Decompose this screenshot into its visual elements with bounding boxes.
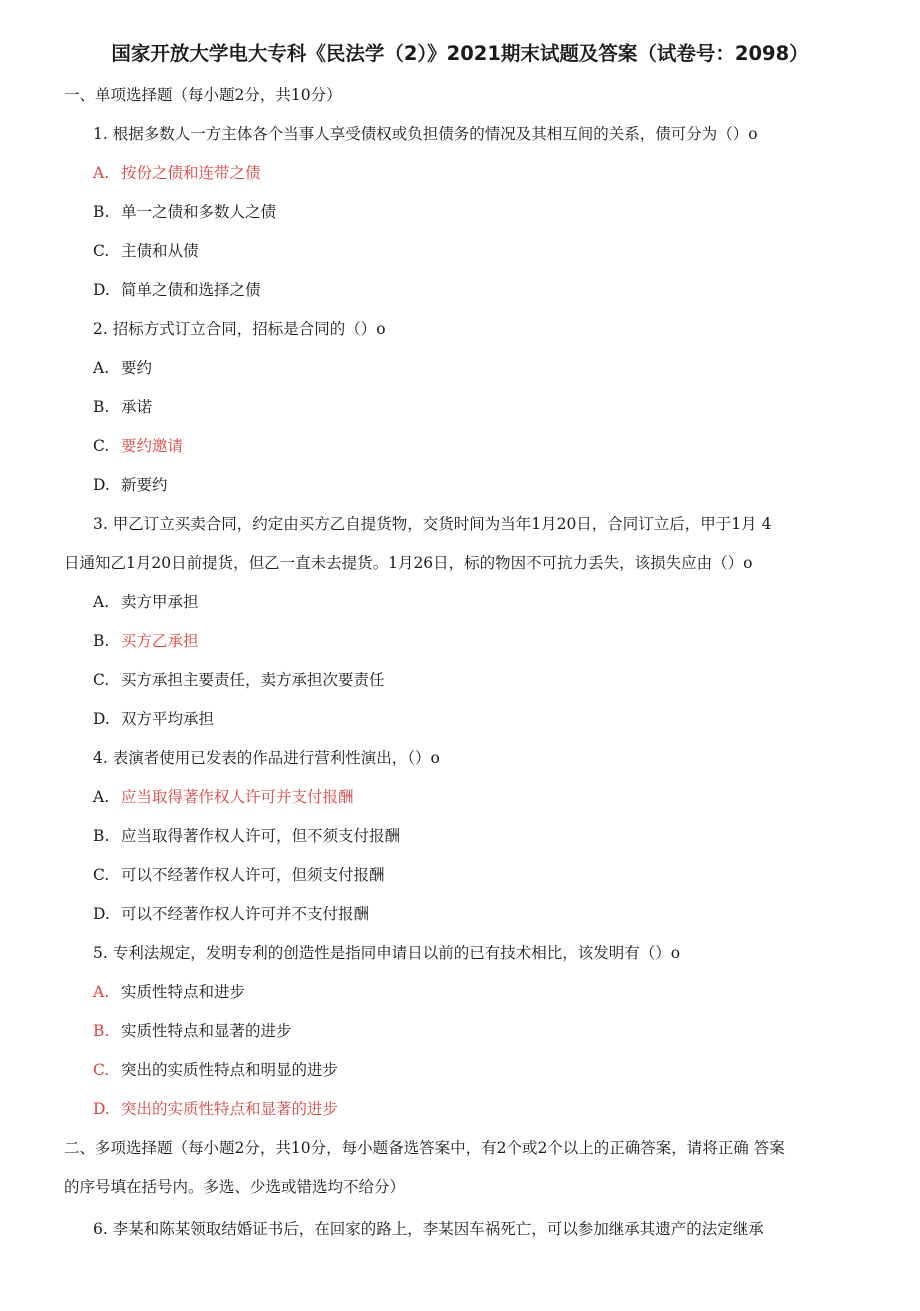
option-label: B. [93, 1022, 110, 1040]
question-6-stem: 6. 李某和陈某领取结婚证书后，在回家的路上，李某因车祸死亡，可以参加继承其遗产的法定继承 [93, 1220, 764, 1238]
option-text: 应当取得著作权人许可并支付报酬 [121, 788, 354, 806]
option-label: B. [93, 827, 110, 845]
option-text: 买方乙承担 [121, 632, 199, 650]
question-4-option-b [93, 826, 400, 846]
option-text: 主债和从债 [121, 242, 199, 260]
option-label: D. [93, 710, 110, 728]
option-text: 单一之债和多数人之债 [121, 203, 277, 221]
option-text: 实质性特点和显著的进步 [121, 1022, 292, 1040]
question-1-option-d [93, 280, 261, 300]
option-text: 突出的实质性特点和明显的进步 [121, 1061, 339, 1079]
page-title: 国家开放大学电大专科《民法学（2）》2021期末试题及答案（试卷号：2098） [111, 42, 809, 65]
option-label: B. [93, 632, 110, 650]
option-label: A. [93, 359, 110, 377]
question-5-option-c [93, 1060, 338, 1080]
section-2-heading-line-1: 二、多项选择题（每小题2分，共10分，每小题备选答案中，有2个或2个以上的正确答案，请将正确 答案 [64, 1139, 785, 1157]
option-label: A. [93, 164, 110, 182]
section-2-heading-line-2: 的序号填在括号内。多选、少选或错选均不给分） [64, 1178, 406, 1196]
question-3-option-d [93, 709, 214, 729]
question-1-option-c [93, 241, 199, 261]
question-3-option-c [93, 670, 385, 690]
question-5-option-b [93, 1021, 292, 1041]
question-4-option-a [93, 787, 354, 807]
question-4-stem: 4. 表演者使用已发表的作品进行营利性演出，（）o [93, 749, 440, 767]
option-text: 买方承担主要责任，卖方承担次要责任 [121, 671, 385, 689]
section-1-heading: 一、单项选择题（每小题2分，共10分） [64, 86, 342, 104]
option-text: 要约 [121, 359, 153, 377]
option-text: 可以不经著作权人许可并不支付报酬 [121, 905, 370, 923]
option-label: A. [93, 593, 110, 611]
option-label: D. [93, 1100, 110, 1118]
question-1-option-a [93, 163, 261, 183]
option-label: B. [93, 203, 110, 221]
question-5-stem: 5. 专利法规定，发明专利的创造性是指同申请日以前的已有技术相比，该发明有（）o [93, 944, 681, 962]
option-text: 双方平均承担 [121, 710, 215, 728]
option-label: D. [93, 905, 110, 923]
option-text: 按份之债和连带之债 [121, 164, 261, 182]
option-label: C. [93, 242, 110, 260]
option-text: 应当取得著作权人许可，但不须支付报酬 [121, 827, 401, 845]
option-text: 卖方甲承担 [121, 593, 199, 611]
option-label: C. [93, 866, 110, 884]
question-4-option-d [93, 904, 369, 924]
question-3-stem-line-2: 日通知乙1月20日前提货，但乙一直未去提货。1月26日，标的物因不可抗力丢失，该损失应由（）o [64, 554, 753, 572]
question-4-option-c [93, 865, 385, 885]
option-label: B. [93, 398, 110, 416]
option-label: D. [93, 281, 110, 299]
question-2-option-c [93, 436, 183, 456]
option-text: 承诺 [121, 398, 153, 416]
question-3-option-b [93, 631, 199, 651]
option-label: C. [93, 671, 110, 689]
option-label: C. [93, 1061, 110, 1079]
question-3-option-a [93, 592, 199, 612]
option-text: 实质性特点和进步 [121, 983, 246, 1001]
option-text: 简单之债和选择之债 [121, 281, 261, 299]
option-text: 突出的实质性特点和显著的进步 [121, 1100, 339, 1118]
question-2-stem: 2. 招标方式订立合同，招标是合同的（）o [93, 320, 386, 338]
option-label: D. [93, 476, 110, 494]
question-2-option-a [93, 358, 152, 378]
option-label: A. [93, 788, 110, 806]
question-5-option-a [93, 982, 245, 1002]
option-label: C. [93, 437, 110, 455]
question-3-stem-line-1: 3. 甲乙订立买卖合同，约定由买方乙自提货物，交货时间为当年1月20日，合同订立后，甲于1月 4 [93, 515, 772, 533]
option-text: 可以不经著作权人许可，但须支付报酬 [121, 866, 385, 884]
question-1-option-b [93, 202, 276, 222]
option-text: 新要约 [121, 476, 168, 494]
question-5-option-d [93, 1099, 338, 1119]
option-text: 要约邀请 [121, 437, 184, 455]
option-label: A. [93, 983, 110, 1001]
question-2-option-b [93, 397, 152, 417]
question-1-stem: 1. 根据多数人一方主体各个当事人享受债权或负担债务的情况及其相互间的关系，债可分为（）o [93, 125, 758, 143]
question-2-option-d [93, 475, 168, 495]
